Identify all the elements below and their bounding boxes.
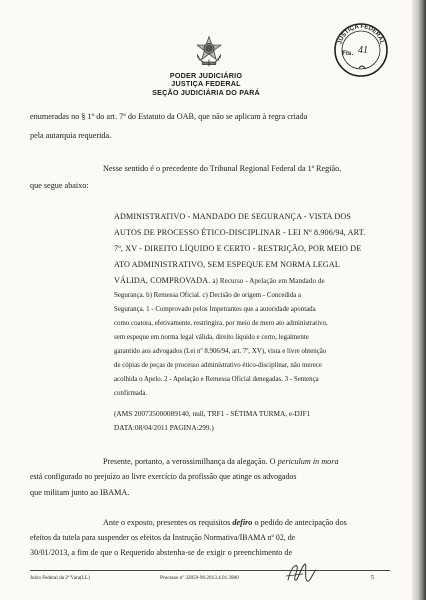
coat-of-arms-icon — [192, 34, 226, 68]
paragraph-4-defiro: defiro — [232, 518, 253, 527]
paragraph-3-line-3: que militam junto ao IBAMA. — [30, 488, 130, 497]
citation-line-1: (AMS 200735000089140, null, TRF1 - SÉTIMA TURMA, e-DJF1 — [114, 409, 311, 418]
quote-line-1: ADMINISTRATIVO - MANDADO DE SEGURANÇA - VISTA DOS — [114, 212, 352, 221]
quote-line-2: AUTOS DE PROCESSO ÉTICO-DISCIPLINAR - LEI Nº 8.906/94, ART. — [114, 228, 366, 237]
header-line-3: SEÇÃO JUDICIÁRIA DO PARÁ — [152, 87, 260, 97]
paragraph-4-line-3: 30/01/2013, a fim de que o Requerido abstenha-se de exigir o preenchimento de — [30, 548, 293, 557]
quote-small-line-7: acolhida o Apelo. 2 - Apelação e Remessa Oficial denegadas. 3 - Sentença — [114, 376, 319, 383]
footer-process-number: Processo nº 32859-96.2013.4.01.3900 — [160, 575, 239, 581]
quote-line-5 — [114, 275, 325, 288]
paragraph-4-line-2: efeitos da tutela para suspender os efeitos da Instrução Normativa/IBAMA nº 02, de — [30, 533, 296, 542]
quote-line-5-rest: a) Recurso - Apelação em Mandado de — [210, 278, 325, 285]
scan-edge — [412, 0, 426, 600]
paragraph-3-latin-term: periculum in mora — [277, 457, 339, 466]
paragraph-3-line-1 — [103, 456, 339, 468]
paragraph-1-line-1: enumeradas no § 1º do art. 7º do Estatuto da OAB, que não se aplicam à regra criada — [30, 112, 308, 121]
paragraph-1-line-2: pela autarquia requerida. — [30, 131, 112, 140]
quote-small-line-6: de cópias de peças de processo administrativo ético-disciplinar, não merece — [114, 362, 322, 369]
paragraph-4-line-1-c: o pedido de antecipação dos — [252, 518, 347, 527]
quote-small-line-2: Segurança. 1 - Comprovado pelos Impetrantes que a autoridade apontada — [114, 306, 316, 313]
footer-court: Juízo Federal da 2ª Vara(LL) — [30, 575, 90, 581]
quote-small-line-4: sem espeque em norma legal válida, direito líquido e certo, legalmente — [114, 334, 309, 341]
quote-line-3: 7º, XV - DIREITO LÍQUIDO E CERTO - RESTRIÇÃO, POR MEIO DE — [114, 244, 362, 253]
paragraph-4-line-1-a: Ante o exposto, presentes os requisitos — [103, 518, 233, 527]
quote-small-line-8: confirmada. — [114, 390, 148, 397]
citation-line-2: DATA:08/04/2011 PAGINA:299.) — [114, 423, 214, 432]
quote-line-5-caps: VÁLIDA, COMPROVADA. — [114, 276, 211, 285]
page-stamp — [333, 22, 389, 78]
stamp-top-text: JUSTIÇA FEDERAL — [337, 23, 385, 46]
handwritten-initials-icon — [283, 560, 323, 586]
paragraph-4-line-1 — [103, 517, 347, 529]
paragraph-2-line-2: que segue abaixo: — [30, 181, 89, 190]
footer-page-number: 5 — [371, 575, 374, 581]
quote-small-line-3: como coatora, efetivamente, restringira, por meio de mero ato administrativo, — [114, 320, 328, 327]
quote-line-4: ATO ADMINISTRATIVO, SEM ESPEQUE EM NORMA LEGAL — [114, 260, 340, 269]
svg-text:JUSTIÇA FEDERAL — [337, 24, 384, 46]
paragraph-2-line-1: Nesse sentido é o precedente do Tribunal Regional Federal da 1ª Região, — [103, 164, 342, 173]
stamp-fls-label: Fls. — [342, 50, 354, 57]
paragraph-3-line-1-text: Presente, portanto, a verossimilhança da alegação. O — [103, 457, 278, 466]
header-line-2: JUSTIÇA FEDERAL — [171, 79, 241, 89]
quote-small-line-5: garantido aos advogados (Lei nº 8.906/94, art. 7º, XV), vista e livre obtenção — [114, 348, 327, 355]
quote-small-line-1: Segurança. b) Remessa Oficial. c) Decisão de origem - Concedida a — [114, 292, 302, 299]
stamp-page-number: 41 — [358, 45, 368, 56]
footer-rule — [30, 570, 390, 571]
header-line-1: PODER JUDICIÁRIO — [169, 71, 243, 80]
paragraph-3-line-2: está configurado no prejuízo ao livre exercício da profissão que atinge os advogados — [30, 472, 297, 481]
